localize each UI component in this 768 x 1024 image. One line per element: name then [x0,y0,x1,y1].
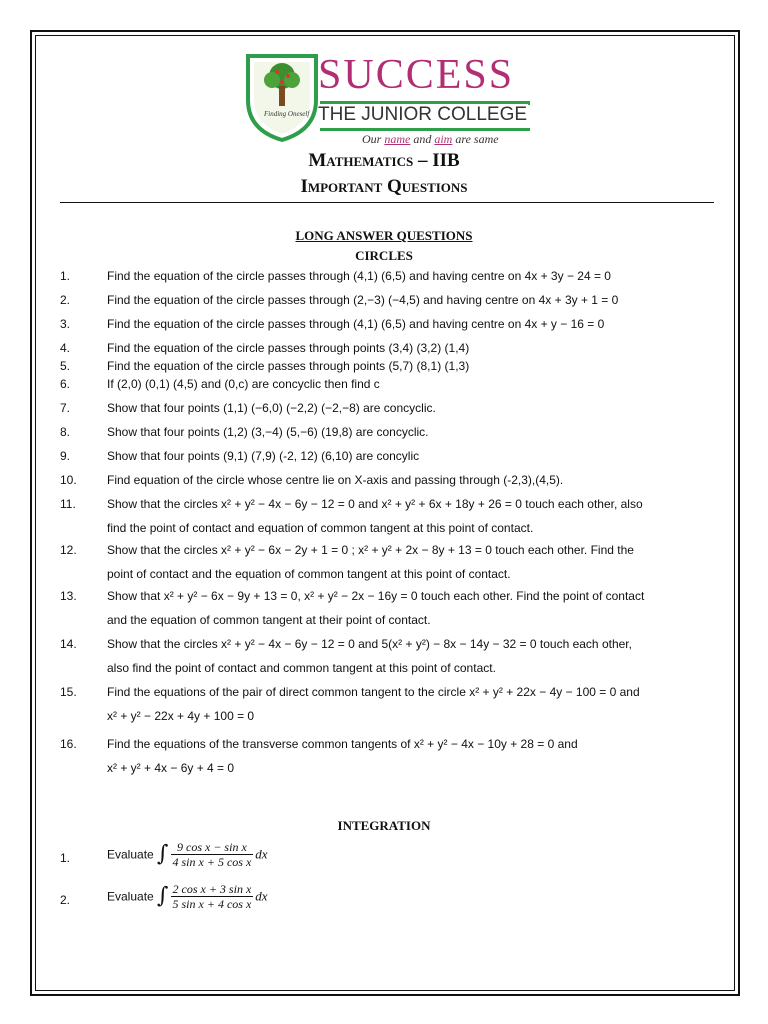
fraction-denominator: 5 sin x + 4 cos x [172,897,252,911]
question-number: 10. [60,473,77,487]
question-text: Show that four points (1,1) (−6,0) (−2,2) (−2,−8) are concyclic. [107,401,436,415]
question-number: 14. [60,637,77,651]
integral-expression [107,840,711,869]
question-text: Find the equation of the circle passes through (2,−3) (−4,5) and having centre on 4x + 3y + 1 = 0 [107,293,619,307]
question-text: Show that the circles x² + y² − 6x − 2y + 1 = 0 ; x² + y² + 2x − 8y + 13 = 0 touch each other. Find the [107,543,634,557]
question-text: Find the equations of the pair of direct common tangent to the circle x² + y² + 22x − 4y − 100 = 0 and [107,685,640,699]
evaluate-label: Evaluate [107,847,154,862]
question-number: 4. [60,341,71,355]
question-number: 6. [60,377,71,391]
fraction-numerator: 9 cos x − sin x [171,840,254,855]
differential: dx [255,888,268,904]
question-text: Show that four points (1,2) (3,−4) (5,−6) (19,8) are concyclic. [107,425,429,439]
fraction-numerator: 2 cos x + 3 sin x [172,882,252,896]
question-number: 11. [60,497,76,511]
question-text: Find the equations of the transverse common tangents of x² + y² − 4x − 10y + 28 = 0 and [107,737,578,751]
differential: dx [255,846,268,862]
document-page [36,36,732,988]
subject-title: Mathematics – IIB [308,150,460,171]
question-number: 1. [60,269,71,283]
question-text: Show that the circles x² + y² − 4x − 6y − 12 = 0 and 5(x² + y²) − 8x − 14y − 32 = 0 touch each other, [107,637,632,651]
tree-shield-icon [244,52,320,142]
integral-expression [107,882,711,911]
question-text: Show that the circles x² + y² − 4x − 6y − 12 = 0 and x² + y² + 6x + 18y + 26 = 0 touch each other, also [107,497,643,511]
college-name: THE JUNIOR COLLEGE [318,104,528,125]
question-number: 3. [60,317,71,331]
section-heading-long-answer: LONG ANSWER QUESTIONS [295,228,473,243]
question-text: Find the equation of the circle passes through points (3,4) (3,2) (1,4) [107,341,470,355]
question-text-continued: point of contact and the equation of common tangent at this point of contact. [107,567,511,581]
question-number: 2. [60,293,71,307]
fraction [171,840,254,869]
question-number: 9. [60,449,71,463]
evaluate-label: Evaluate [107,889,154,904]
integral-sign-icon: ∫ [157,841,169,867]
question-text-continued: x² + y² + 4x − 6y + 4 = 0 [107,761,235,775]
question-number: 5. [60,359,71,373]
header-divider [60,202,714,203]
question-number: 16. [60,737,77,751]
brand-rule-bottom [320,128,530,131]
question-text: Find the equation of the circle passes through (4,1) (6,5) and having centre on 4x + 3y − 24 = 0 [107,269,611,283]
question-number: 13. [60,589,77,603]
question-text: Find equation of the circle whose centre lie on X-axis and passing through (-2,3),(4,5). [107,473,564,487]
question-text: Find the equation of the circle passes through (4,1) (6,5) and having centre on 4x + y − 16 = 0 [107,317,605,331]
question-text-continued: also find the point of contact and common tangent at this point of contact. [107,661,496,675]
brand-name: SUCCESS [318,52,515,98]
question-text: Show that four points (9,1) (7,9) (-2, 12) (6,10) are concylic [107,449,420,463]
topic-heading-circles: CIRCLES [355,248,413,263]
integral-sign-icon: ∫ [157,883,169,909]
topic-heading-integration: INTEGRATION [337,818,431,833]
college-logo [244,52,530,144]
svg-text:Finding Oneself: Finding Oneself [264,110,310,118]
question-text: If (2,0) (0,1) (4,5) and (0,c) are concyclic then find c [107,377,380,391]
question-text-continued: and the equation of common tangent at their point of contact. [107,613,431,627]
question-text-continued: find the point of contact and equation of common tangent at this point of contact. [107,521,534,535]
question-number: 8. [60,425,71,439]
question-text: Show that x² + y² − 6x − 9y + 13 = 0, x² + y² − 2x − 16y = 0 touch each other. Find the point of contact [107,589,645,603]
question-text: Find the equation of the circle passes through points (5,7) (8,1) (1,3) [107,359,470,373]
question-number: 15. [60,685,77,699]
tagline: Our name and aim are same [362,132,499,146]
fraction [171,882,254,911]
integration-item [60,882,710,918]
question-text-continued: x² + y² − 22x + 4y + 100 = 0 [107,709,255,723]
question-number: 1. [60,851,71,865]
question-number: 7. [60,401,71,415]
integration-item [60,840,710,876]
document-subtitle: Important Questions [300,176,468,197]
question-number: 12. [60,543,77,557]
fraction-denominator: 4 sin x + 5 cos x [172,855,252,869]
question-number: 2. [60,893,71,907]
